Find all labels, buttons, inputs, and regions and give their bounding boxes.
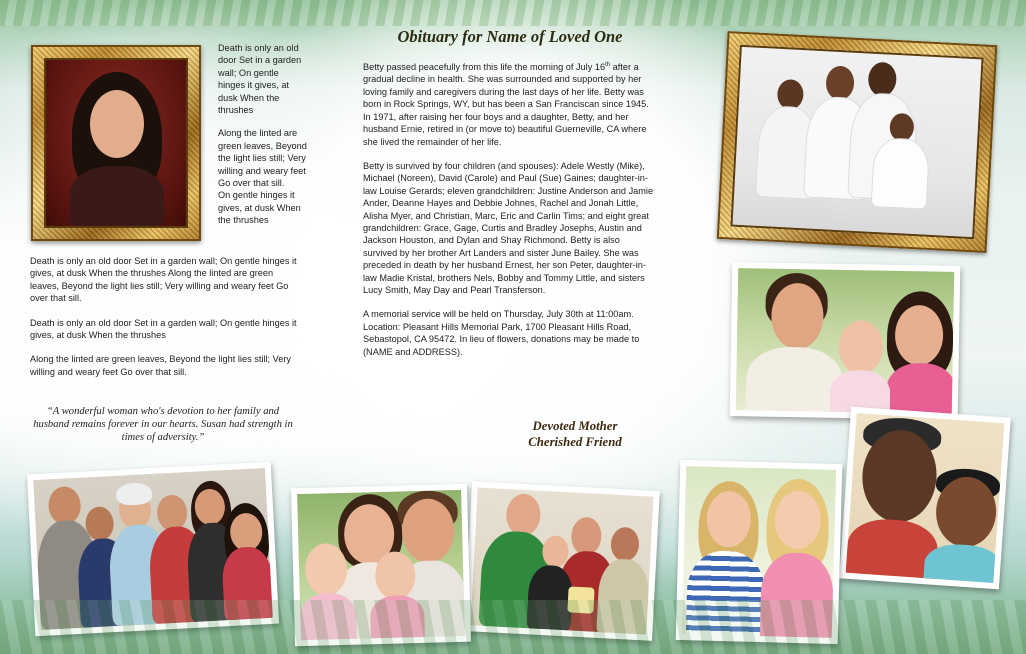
family-photo-3 [839,407,1011,590]
obituary-paragraph-2: Betty is survived by four children (and spouses): Adele Westly (Mike), Michael (Noreen), David (Carole) and Paul (Sue) Gaines; daughter-in-law Louise Gerards; eleven grandchildren: Justine Anderson and Jamie Ander, Deanne Hayes and Debbie Johnes, Rachel and Jonah Little, Alisha Myer, and Christian, Marc, Eric and Carlin Tims; and eight great grandchildren: Grace, Gage, Curtis and Bradley Josephs, Austin and Jackson Houston, and Dylan and Shay Richmond. Betty is also survived by her brother Art Landers and sister June Bailey. She was preceded in death by her husband Ernest, her son Peter, daughter-in-law Madie Kristal, brothers Nels, Bobby and Tommy Little, and sisters Lucy Smith, May Day and Pearl Transferson. [363,160,654,295]
poem-column [218,42,308,238]
portrait-photo [44,58,188,228]
portrait-gold-frame [31,45,201,241]
family-photo-7 [27,462,279,637]
family-gold-frame [717,31,998,253]
poem-stanza-2: Along the linted are green leaves, Beyond the light lies still; Very willing and weary feet Go over that sill. [218,128,307,189]
tagline [470,418,680,450]
left-text-block [30,255,302,390]
tagline-line-1: Devoted Mother [532,419,618,433]
family-photo-4 [676,460,843,644]
poem-stanza-3: On gentle hinges it gives, at dusk When the thrushes [218,190,301,226]
obituary-paragraph-3: A memorial service will be held on Thursday, July 30th at 11:00am. Location: Pleasant Hills Memorial Park, 1700 Pleasant Hills Road, Sebastopol, CA 95472. In lieu of flowers, donations may be made to (NAME and ADDRESS). [363,309,640,357]
obituary-text [363,59,656,370]
family-photo-6 [291,484,471,647]
page-title: Obituary for Name of Loved One [397,27,623,46]
quote-text: “A wonderful woman who's devotion to her family and husband remains forever in our hearts. Susan had strength in times of adversity.” [33,406,293,443]
family-photo-1 [730,45,983,240]
left-paragraph-1: Death is only an old door Set in a garden wall; On gentle hinges it gives, at dusk When the thrushes Along the linted are green leaves, Beyond the light lies still; Very willing and weary feet Go over that sill. [30,256,297,304]
left-paragraph-3: Along the linted are green leaves, Beyond the light lies still; Very willing and weary feet Go over that sill. [30,354,291,377]
left-paragraph-2: Death is only an old door Set in a garden wall; On gentle hinges it gives, at dusk When the thrushes [30,317,297,341]
family-photo-2 [730,262,961,420]
poem-stanza-1: Death is only an old door Set in a garden wall; On gentle hinges it gives, at dusk When the thrushes [218,43,302,116]
family-photo-5 [464,481,660,641]
tagline-line-2: Cherished Friend [528,435,622,449]
obituary-paragraph-1: Betty passed peacefully from this life the morning of July 16th after a gradual decline in health. She was surrounded and supported by her loving family and caregivers during the last days of her life. Betty was born in Rock Springs, WY, but has been a San Franciscan since 1945. In 1971, after raising her four boys and a daughter, Betty, and her husband Ernie, retired in (or move to) beautiful Guerneville, CA where she lived the remainder of her life. [363,62,649,147]
